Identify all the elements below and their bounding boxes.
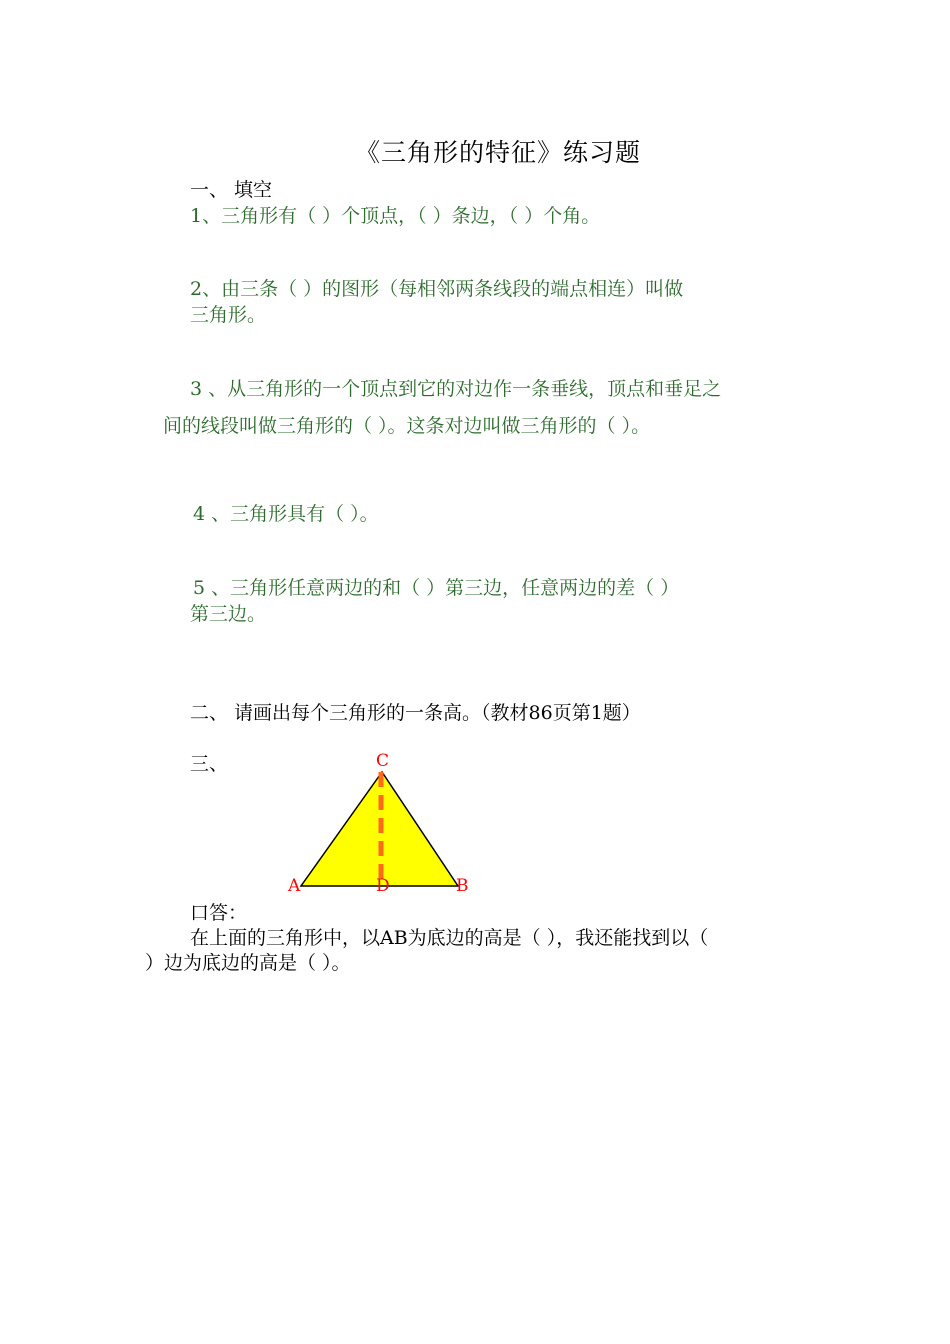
- vertex-c-label: C: [376, 751, 390, 771]
- vertex-b-label: B: [456, 876, 469, 896]
- answer-line-1: 在上面的三角形中，以AB为底边的高是（ ），我还能找到以（: [190, 927, 709, 949]
- page-title: 《三角形的特征》练习题: [355, 138, 642, 167]
- answer-label: 口答：: [190, 902, 248, 924]
- question-4: 4 、三角形具有（ ）。: [193, 503, 379, 525]
- question-3-line-1: 3 、从三角形的一个顶点到它的对边作一条垂线，顶点和垂足之: [190, 378, 722, 400]
- section-2-text: 二、 请画出每个三角形的一条高。（教材86页第1题）: [190, 702, 641, 724]
- section-1-heading: 一、 填空: [190, 179, 273, 201]
- vertex-a-label: A: [288, 876, 301, 896]
- question-5-line-2: 第三边。: [190, 603, 267, 625]
- question-3-line-2: 间的线段叫做三角形的（ ）。这条对边叫做三角形的（ ）。: [163, 415, 651, 437]
- foot-d-label: D: [376, 876, 390, 896]
- question-2-line-2: 三角形。: [190, 304, 267, 326]
- section-3-label: 三、: [190, 753, 229, 775]
- question-1: 1、三角形有（ ）个顶点，（ ）条边，（ ）个角。: [190, 205, 601, 227]
- question-2-line-1: 2、由三条（ ）的图形（每相邻两条线段的端点相连）叫做: [190, 278, 684, 300]
- question-5-line-1: 5 、三角形任意两边的和（ ）第三边，任意两边的差（ ）: [193, 577, 680, 599]
- answer-line-2: ）边为底边的高是（ ）。: [145, 952, 351, 974]
